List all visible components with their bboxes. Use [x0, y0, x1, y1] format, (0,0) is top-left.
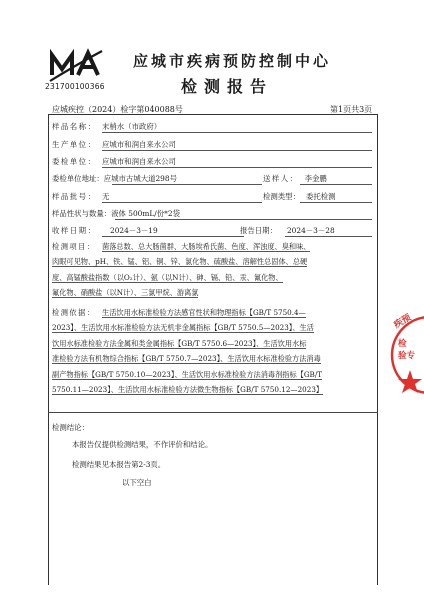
manufacturer-row — [52, 139, 176, 150]
blank-below-note: 以下空白 — [122, 478, 152, 487]
test-basis-line: 5750.11—2023】、生活饮用水标准检验方法微生物指标【GB/T 5750.12—2023】 — [52, 385, 324, 395]
cma-logo-text: MA — [70, 65, 72, 66]
svg-text:验专: 验专 — [398, 351, 416, 361]
receive-date-label: 收样日期： — [52, 226, 97, 235]
test-items-line: 菌落总数、总大肠菌群、大肠埃希氏菌、色度、浑浊度、臭和味、 — [102, 242, 311, 251]
document-number: 应城疾控（2024）检字第040088号 — [52, 105, 183, 114]
receive-date-row — [52, 225, 158, 236]
sample-id-value: 无 — [102, 192, 110, 201]
client-value: 应城市和润自来水公司 — [102, 157, 176, 166]
section-divider — [48, 412, 378, 413]
report-date-row — [240, 225, 335, 236]
client-address-value: 应城市古城大道298号 — [103, 174, 177, 183]
page-number: 第1页共3页 — [330, 105, 373, 114]
test-basis-line: 生活饮用水标准检验方法感官性状和物理指标【GB/T 5750.4— — [102, 308, 306, 317]
underline — [285, 236, 372, 237]
test-items-label: 检测项目： — [52, 242, 96, 251]
client-address-row — [52, 173, 177, 184]
org-name: 应城市疾病预防控制中心 — [132, 52, 331, 70]
sample-state-row — [52, 208, 180, 219]
official-stamp — [388, 300, 424, 410]
test-basis-line: 准检验方法有机物综合指标【GB/T 5750.7—2023】、生活饮用水标准检验方法消毒 — [52, 354, 321, 364]
conclusion-note: 检测结果见本报告第2-3页。 — [72, 460, 166, 469]
report-date-value: 2024－3－28 — [286, 226, 335, 235]
cert-number: 231700100366 — [45, 82, 105, 91]
client-row — [52, 156, 176, 167]
underline — [102, 236, 244, 237]
underline — [300, 202, 372, 203]
underline — [102, 132, 372, 133]
conclusion-note: 本报告仅提供检测结果，不作评价和结论。 — [72, 440, 213, 449]
test-type-value: 委托检测 — [305, 192, 336, 201]
test-basis-label: 检测依据： — [52, 308, 96, 317]
test-items-block — [52, 239, 372, 301]
test-items-line: 肉眼可见物、pH、铁、锰、铝、铜、锌、氯化物、硫酸盐、溶解性总固体、总硬 — [52, 257, 308, 267]
sample-state-value: 液体 500mL/份*2袋 — [111, 209, 180, 218]
conclusion-label: 检测结论： — [52, 423, 89, 432]
underline — [102, 202, 262, 203]
sample-id-label: 样品批号： — [52, 192, 97, 201]
client-label: 委检单位： — [52, 157, 97, 166]
receive-date-value: 2024－3－19 — [110, 226, 158, 235]
svg-text:检: 检 — [398, 339, 407, 349]
report-date-label: 报告日期： — [240, 226, 277, 235]
sender-label: 送样人： — [263, 174, 299, 183]
underline — [102, 150, 372, 151]
underline — [115, 219, 372, 220]
underline — [300, 184, 372, 185]
report-title: 检测报告 — [180, 77, 273, 96]
underline — [102, 167, 372, 168]
manufacturer-value: 应城市和润自来水公司 — [102, 140, 176, 149]
sample-state-label: 样品性状与数量： — [52, 209, 112, 218]
sample-id-row — [52, 191, 109, 202]
manufacturer-label: 生产单位： — [52, 140, 97, 149]
svg-text:疾预: 疾预 — [392, 312, 414, 331]
test-basis-line: 2023】、生活饮用水标准检验方法无机非金属指标【GB/T 5750.5—2023】、生活 — [52, 323, 314, 333]
client-address-label: 委检单位地址： — [52, 174, 104, 183]
test-type-label: 检测类型： — [263, 192, 300, 201]
sender-value: 李金鹏 — [304, 174, 327, 183]
sample-name-row — [52, 121, 161, 132]
test-basis-line: 副产物指标【GB/T 5750.10—2023】、生活饮用水标准检验方法消毒剂指标【GB/T — [52, 369, 323, 379]
sender-row — [263, 173, 327, 184]
test-items-line: 氟化物、硝酸盐（以N计）、三氯甲烷、游离氯 — [52, 288, 199, 298]
test-basis-block — [52, 305, 372, 397]
test-type-row — [263, 191, 336, 202]
test-basis-line: 饮用水标准检验方法金属和类金属指标【GB/T 5750.6—2023】、生活饮用水标 — [52, 338, 307, 348]
sample-name-label: 样品名称： — [52, 122, 97, 131]
underline — [112, 184, 262, 185]
sample-name-value: 末梢水（市政府） — [102, 122, 162, 131]
test-items-line: 度、高锰酸盐指数（以O₂计）、氨（以N计）、砷、镉、铅、汞、氰化物、 — [52, 272, 283, 282]
